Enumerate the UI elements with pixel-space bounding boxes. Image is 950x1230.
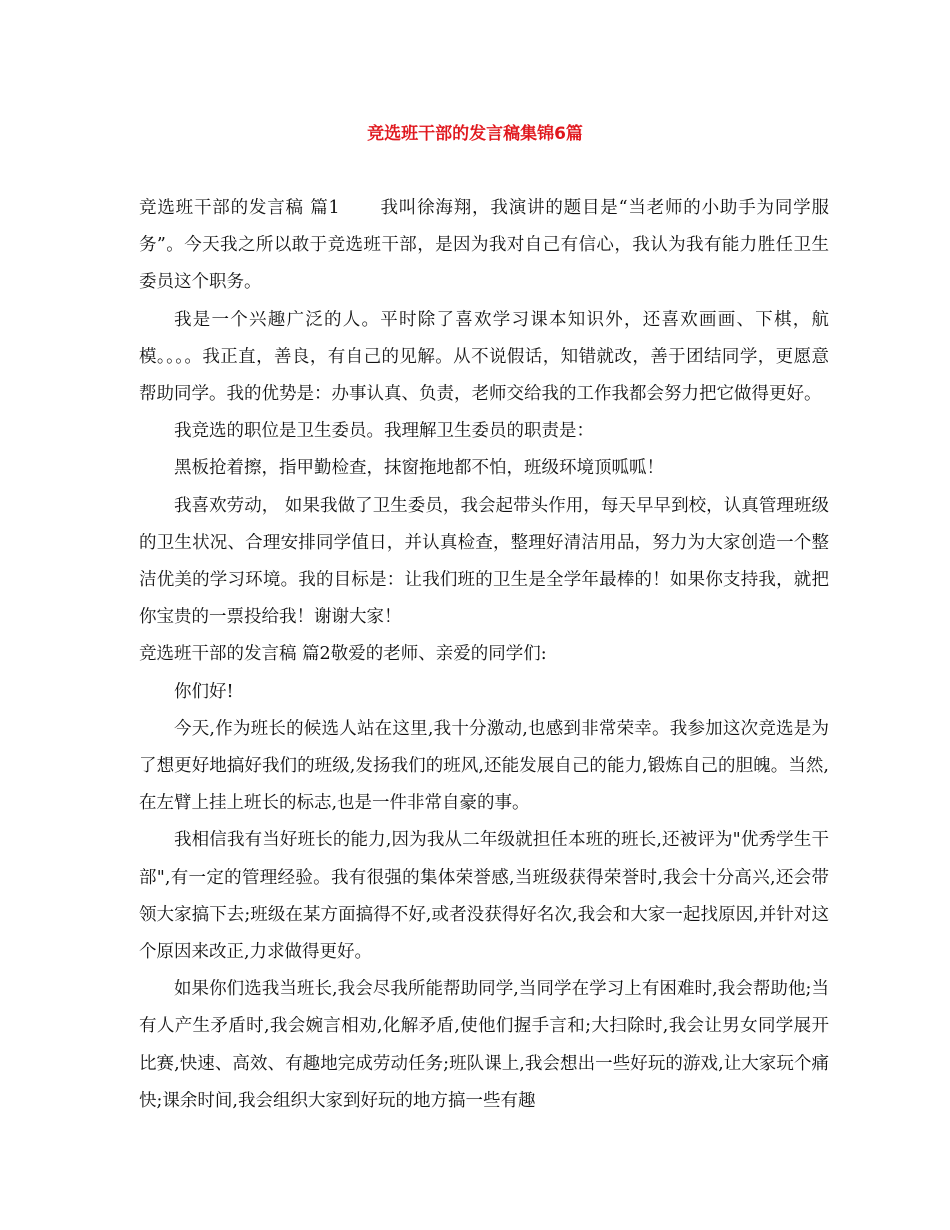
section1-paragraph: 黑板抢着擦，指甲勤检查，抹窗拖地都不怕，班级环境顶呱呱！ (174, 458, 664, 479)
section1-paragraph: 我喜欢劳动， 如果我做了卫生委员，我会起带头作用，每天早早到校，认真管理班级的卫生状况、合理安排同学值日，并认真检查，整理好清洁用品，努力为大家创造一个整洁优美的学习环境。我的目标是：让我们班的卫生是全学年最棒的！如果你支持我，就把你宝贵的一票投给我！谢谢大家！ (139, 495, 829, 628)
section1-opening: 我叫徐海翔，我演讲的题目是“当老师的小助手为同学服务”。今天我之所以敢于竞选班干部，是因为我对自己有信心，我认为我有能力胜任卫生委员这个职务。 (139, 198, 829, 293)
section2-paragraph: 你们好! (174, 681, 234, 702)
section2-opening: 敬爱的老师、亲爱的同学们: (330, 644, 547, 665)
section2-heading: 竞选班干部的发言稿 篇2 (139, 644, 331, 665)
section1-heading: 竞选班干部的发言稿 篇1 (139, 198, 340, 218)
section2-paragraph: 我相信我有当好班长的能力,因为我从二年级就担任本班的班长,还被评为"优秀学生干部",有一定的管理经验。我有很强的集体荣誉感,当班级获得荣誉时,我会十分高兴,还会带领大家搞下去;班级在某方面搞得不好,或者没获得好名次,我会和大家一起找原因,并针对这个原因来改正,力求做得更好。 (139, 830, 829, 963)
section1-paragraph: 我竞选的职位是卫生委员。我理解卫生委员的职责是： (174, 421, 594, 442)
section2-paragraph: 今天,作为班长的候选人站在这里,我十分激动,也感到非常荣幸。我参加这次竞选是为了想更好地搞好我们的班级,发扬我们的班风,还能发展自己的能力,锻炼自己的胆魄。当然,在左臂上挂上班长的标志,也是一件非常自豪的事。 (139, 718, 829, 814)
document-body (139, 190, 829, 1120)
section2-paragraph: 如果你们选我当班长,我会尽我所能帮助同学,当同学在学习上有困难时,我会帮助他;当有人产生矛盾时,我会婉言相劝,化解矛盾,使他们握手言和;大扫除时,我会让男女同学展开比赛,快速、高效、有趣地完成劳动任务;班队课上,我会想出一些好玩的游戏,让大家玩个痛快;课余时间,我会组织大家到好玩的地方搞一些有趣 (139, 979, 829, 1111)
document-title: 竞选班干部的发言稿集锦6篇 (367, 124, 583, 144)
section2-first-paragraph (139, 636, 829, 673)
section1-paragraph: 我是一个兴趣广泛的人。平时除了喜欢学习课本知识外，还喜欢画画、下棋，航模。。。。我正直，善良，有自己的见解。从不说假话，知错就改，善于团结同学，更愿意帮助同学。我的优势是：办事认真、负责，老师交给我的工作我都会努力把它做得更好。 (139, 309, 829, 405)
section1-first-paragraph (139, 190, 829, 302)
